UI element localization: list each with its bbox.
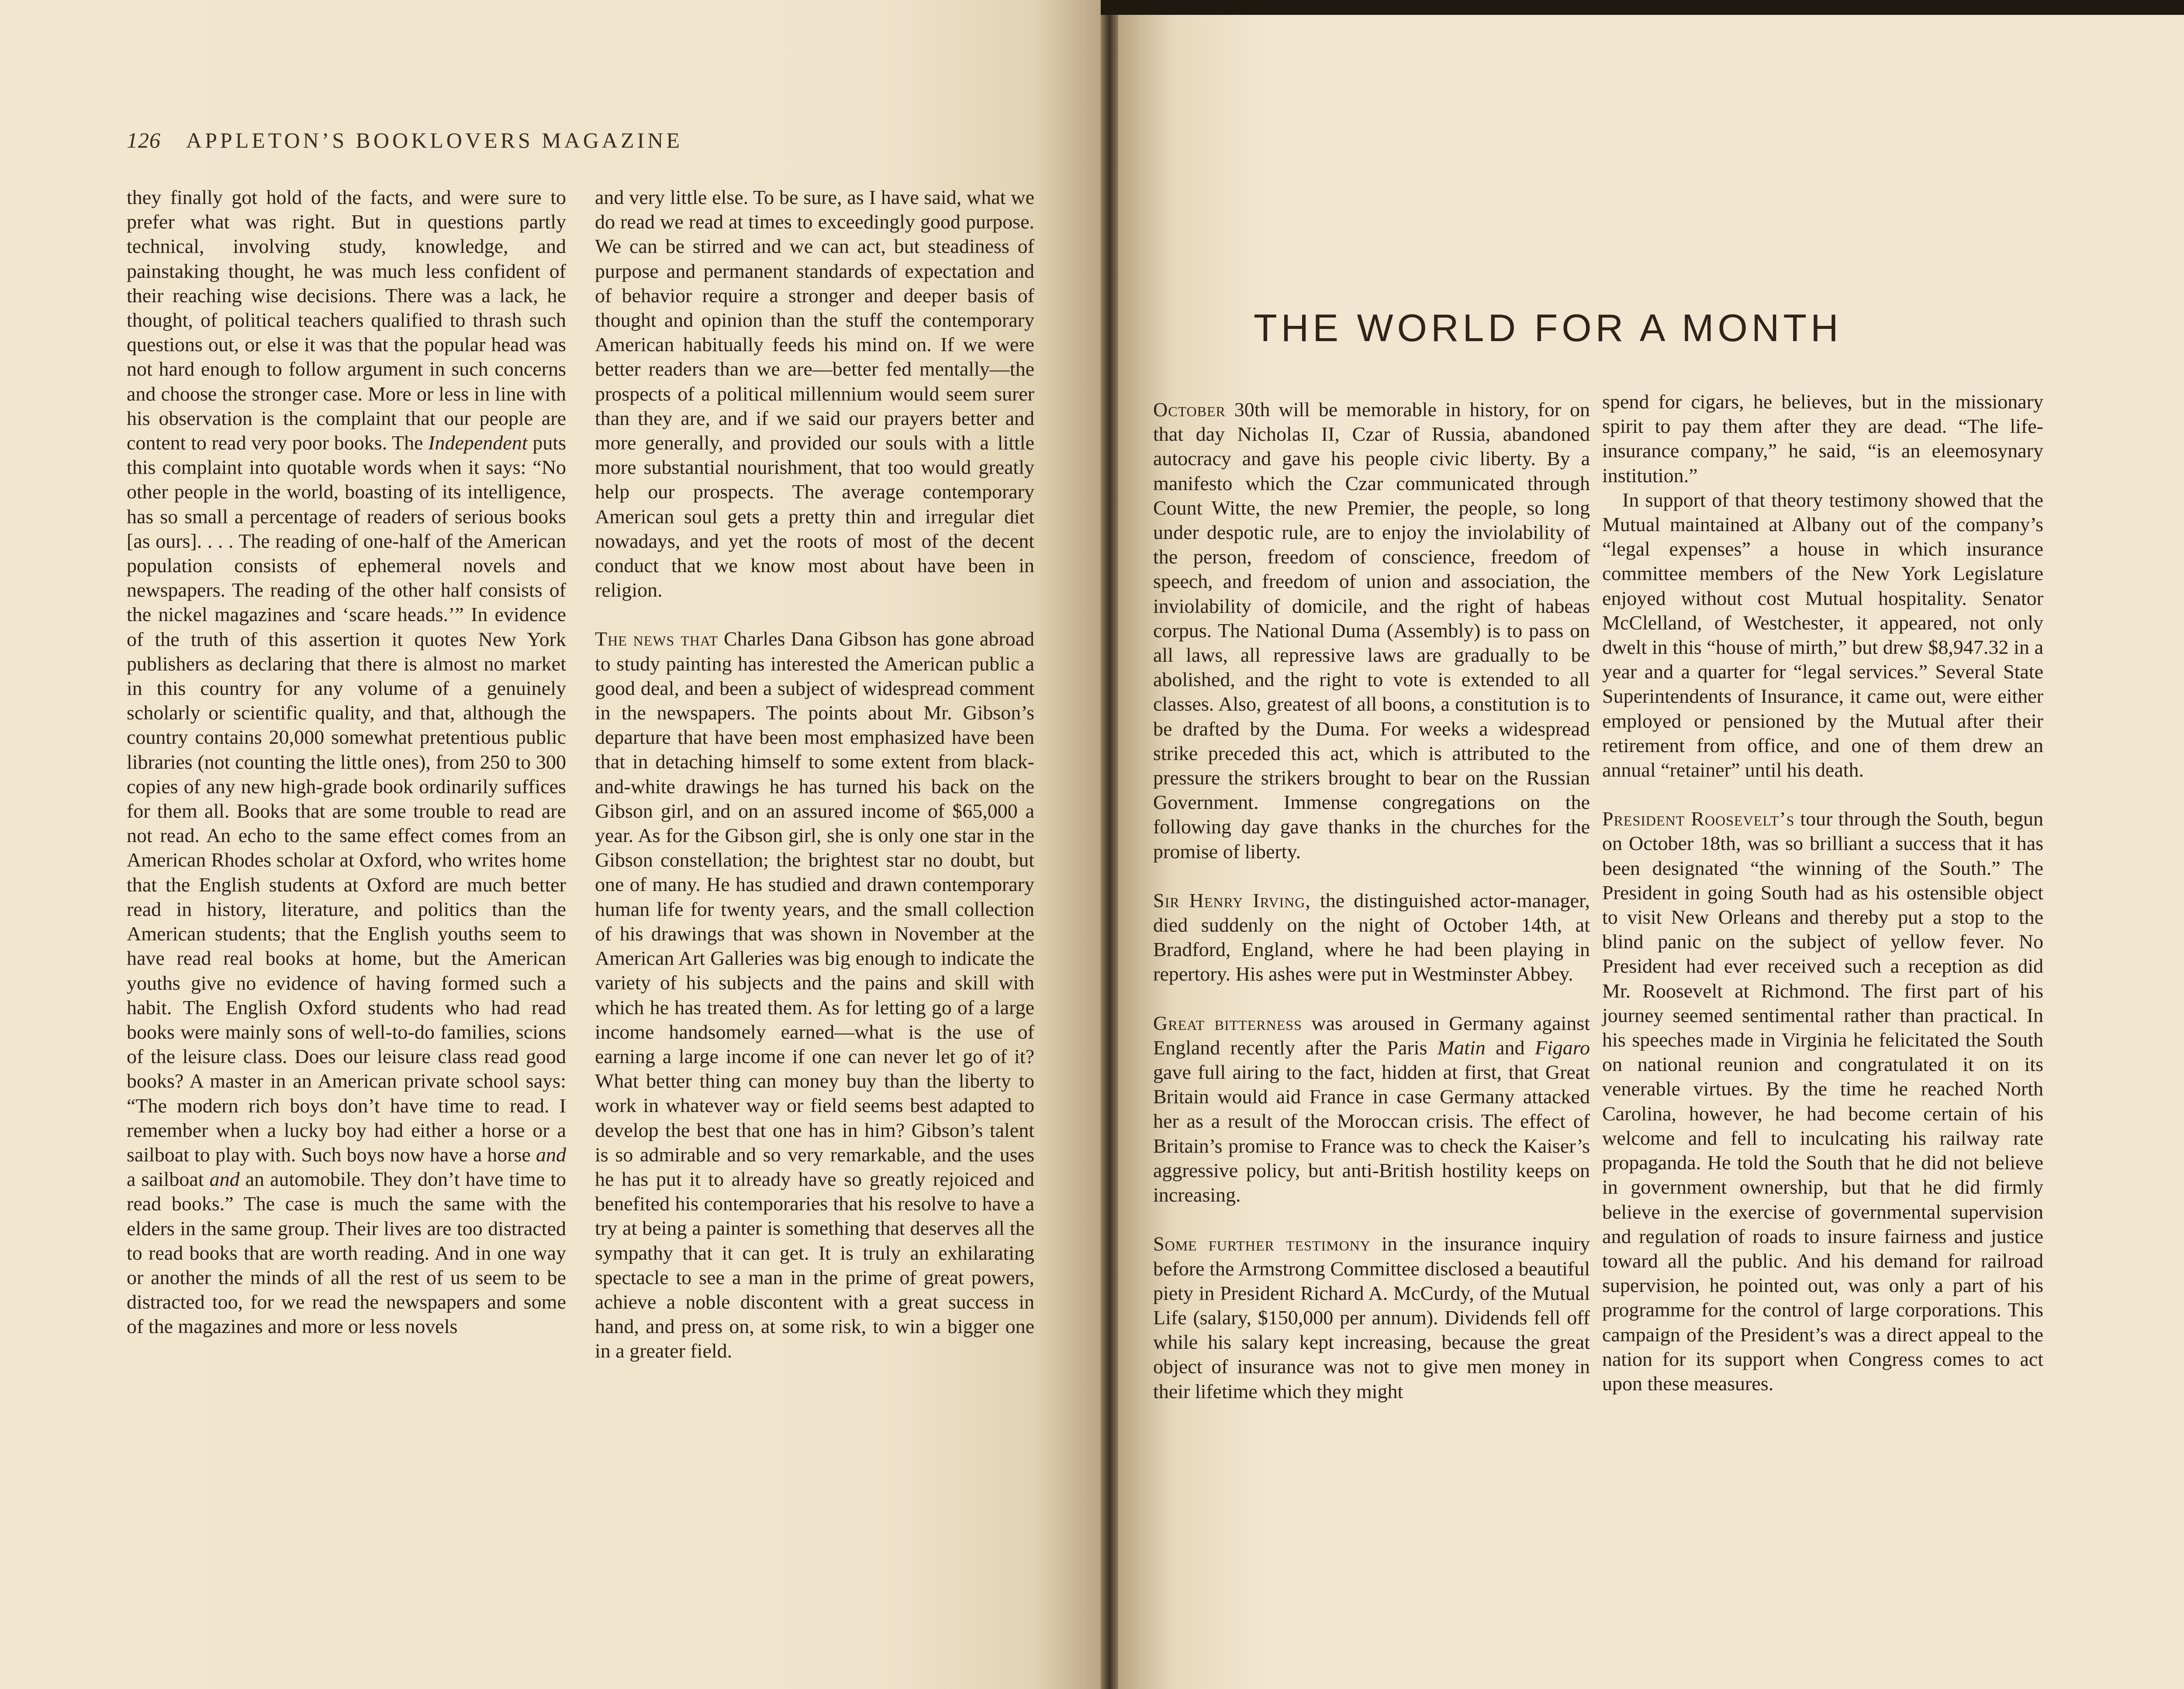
- periodical-name: Figaro: [1534, 1036, 1590, 1059]
- paragraph: The news that Charles Dana Gibson has gone abroad to study painting has interested the American public a good deal, and been a subject of widespread comment in the newspapers. The points about Mr. Gibson’s departure that have been most emphasized have been that in detaching himself to some extent from black-and-white drawings he has turned his back on the Gibson girl, and on an assured income of $65,000 a year. As for the Gibson girl, she is only one star in the Gibson constellation; the brightest star no doubt, but one of many. He has studied and drawn contemporary human life for twenty years, and the small collection of his drawings that was shown in November at the American Art Galleries was big enough to indicate the variety of his subjects and the pains and skill with which he has treated them. As for letting go of a large income handsomely earned—what is the use of earning a large income if one can never let go of it? What better thing can money buy than the liberty to work in whatever way or field seems best adapted to develop the best that one has in him? Gibson’s talent is so admirable and so very remarkable, and the uses he has put it to already have so greatly rejoiced and benefited his contemporaries that his resolve to have a try at being a painter is something that deserves all the sympathy that it can get. It is truly an exhilarating spectacle to see a man in the prime of great powers, achieve a noble discontent with a great success in hand, and press on, at some risk, to win a bigger one in a greater field.: [595, 628, 1035, 1362]
- paragraph: In support of that theory testimony showed that the Mutual maintained at Albany out of the company’s “legal expenses” a house in which insurance committee members of the New York Legislature enjoyed without cost Mutual hospitality. Senator McClelland, of Westchester, it appeared, not only dwelt in this “house of mirth,” but drew $8,947.32 in a year and a quarter for “legal services.” Several State Superintendents of Insurance, it came out, were either employed or pensioned by the Mutual after their retirement from office, and one of them drew an annual “retainer” until his death.: [1602, 488, 2043, 781]
- book-gutter: [1101, 0, 1118, 1689]
- article-title: THE WORLD FOR A MONTH: [1254, 306, 1842, 349]
- paragraph: Sir Henry Irving, the distinguished actor-manager, died suddenly on the night of October 14th, at Bradford, England, where he had been playing in repertory. His ashes were put in Westminster Abbey.: [1153, 889, 1590, 985]
- right-column-1: [1153, 397, 1590, 1404]
- paragraph: they finally got hold of the facts, and were sure to prefer what was right. But in questions partly technical, involving study, knowledge, and painstaking thought, he was much less confident of their reaching wise decisions. There was a lack, he thought, of political teachers qualified to thrash such questions out, or else it was that the popular head was not hard enough to follow argument in such concerns and choose the stronger case. More or less in line with his observation is the complaint that our people are content to read very poor books. The Independent puts this complaint into quotable words when it says: “No other people in the world, boasting of its intelligence, has so small a percentage of readers of serious books [as ours]. . . . The reading of one-half of the American population consists of ephemeral novels and newspapers. The reading of the other half consists of the nickel magazines and ‘scare heads.’” In evidence of the truth of this assertion it quotes New York publishers as declaring that there is almost no market in this country for any volume of a genuinely scholarly or scientific quality, and that, although the country contains 20,000 somewhat pretentious public libraries (not counting the little ones), from 250 to 300 copies of any new high-grade book ordinarily suffices for them all. Books that are some trouble to read are not read. An echo to the same effect comes from an American Rhodes scholar at Oxford, who writes home that the English students at Oxford are much better read in history, literature, and politics than the American students; that the English youths seem to have read real books at home, but the American youths give no evidence of having formed such a habit. The English Oxford students who had read books were mainly sons of well-to-do families, scions of the leisure class. Does our leisure class read good books? A master in an American private school says: “The modern rich boys don’t have time to read. I remember when a lucky boy had either a horse or a sailboat to play with. Such boys now have a horse and a sailboat and an automobile. They don’t have time to read books.” The case is much the same with the elders in the same group. Their lives are too distracted to read books that are worth reading. And in one way or another the minds of all the rest of us seem to be distracted too, for we read the newspapers and some of the magazines and more or less novels: [127, 186, 567, 1338]
- lead-in: President Roosevelt’s: [1602, 808, 1795, 830]
- paragraph: Great bitterness was aroused in Germany against England recently after the Paris Matin and Figaro gave full airing to the fact, hidden at first, that Great Britain would aid France in case Germany attacked her as a result of the Moroccan crisis. The effect of Britain’s promise to France was to check the Kaiser’s aggressive policy, but anti-British hostility keeps on increasing.: [1153, 1012, 1590, 1206]
- lead-in: October: [1153, 398, 1226, 421]
- page-number: 126: [127, 128, 161, 152]
- periodical-name: Matin: [1437, 1036, 1486, 1059]
- paragraph: October 30th will be memorable in history, for on that day Nicholas II, Czar of Russia, abandoned autocracy and gave his people civic liberty. By a manifesto which the Czar communicated through Count Witte, the new Premier, the people, so long under despotic rule, are to enjoy the inviolability of the person, freedom of conscience, freedom of speech, and freedom of union and association, the inviolability of domicile, and the right of habeas corpus. The National Duma (Assembly) is to pass on all laws, all repressive laws are gradually to be abolished, and the right to vote is extended to all classes. Also, greatest of all boons, a constitution is to be drafted by the Duma. For weeks a widespread strike preceded this act, which is attributed to the pressure the strikers brought to bear on the Russian Government. Immense congregations on the following day gave thanks in the churches for the promise of liberty.: [1153, 398, 1590, 863]
- lead-in: Great bitterness: [1153, 1012, 1302, 1034]
- paragraph: Some further testimony in the insurance inquiry before the Armstrong Committee disclosed a beautiful piety in President Richard A. McCurdy, of the Mutual Life (salary, $150,000 per annum). Dividends fell off while his salary kept increasing, because the great object of insurance was not to give men money in their lifetime which they might: [1153, 1233, 1590, 1402]
- lead-in: The news that: [595, 628, 719, 650]
- right-column-2: [1602, 390, 2043, 1396]
- left-column-1: [127, 185, 566, 1339]
- lead-in: Sir Henry Irving,: [1153, 889, 1311, 912]
- paragraph: and very little else. To be sure, as I have said, what we do read we read at times to exceedingly good purpose. We can be stirred and we can act, but steadiness of purpose and permanent standards of expectation and of behavior require a stronger and deeper basis of thought and opinion than the stuff the contemporary American habitually feeds his mind on. If we were better readers than we are—better fed mentally—the prospects of a political millennium would seem surer than they are, and if we said our prayers better and more generally, and provided our souls with a little more substantial nourishment, that too would greatly help our prospects. The average contemporary American soul gets a pretty thin and irregular diet nowadays, and yet the roots of most of the decent conduct that we know most about have been in religion.: [595, 186, 1034, 601]
- paragraph: President Roosevelt’s tour through the South, begun on October 18th, was so brilliant a success that it has been designated “the winning of the South.” The President in going South had as his ostensible object to visit New Orleans and thereby put a stop to the blind panic on the subject of yellow fever. No President had ever received such a reception as did Mr. Roosevelt at Richmond. The first part of his journey seemed sentimental rather than practical. In his speeches made in Virginia he felicitated the South on national reunion and congratulated it on its venerable virtues. By the time he reached North Carolina, however, he had become certain of his welcome and fell to inculcating his railway rate propaganda. He told the South that he did not believe in government ownership, but that he did firmly believe in the exercise of governmental supervision and regulation of roads to insure fairness and justice toward all the public. And his demand for railroad supervision, he pointed out, was only a part of his programme for the control of large corporations. This campaign of the President’s was a direct appeal to the nation for its support when Congress comes to act upon these measures.: [1602, 808, 2043, 1395]
- left-column-2: [595, 185, 1034, 1364]
- periodical-name: Independent: [428, 432, 528, 454]
- running-head: [127, 128, 1044, 153]
- paragraph: spend for cigars, he believes, but in the missionary spirit to pay them after they are dead. “The life-insurance company,” he said, “is an eleemosynary institution.”: [1602, 390, 2043, 487]
- magazine-title: APPLETON’S BOOKLOVERS MAGAZINE: [186, 128, 683, 152]
- lead-in: Some further testimony: [1153, 1233, 1371, 1255]
- page-top-edge: [1101, 0, 2184, 15]
